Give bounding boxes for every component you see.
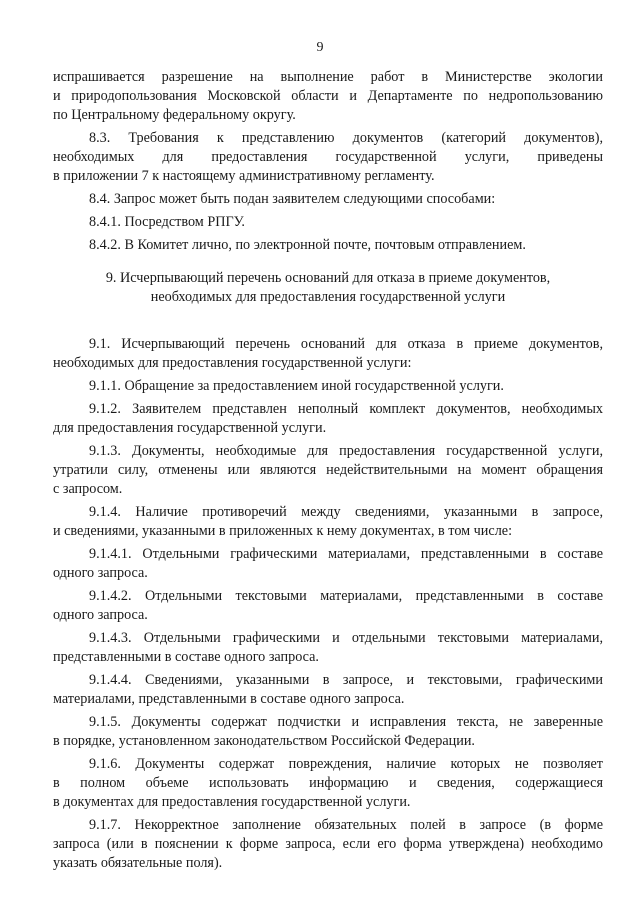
paragraph xyxy=(53,68,603,125)
paragraph xyxy=(53,503,603,541)
paragraph xyxy=(53,816,603,873)
paragraph-line: одного запроса. xyxy=(53,565,148,581)
document-body xyxy=(53,68,603,877)
paragraph-line: 8.4. Запрос может быть подан заявителем следующими способами: xyxy=(89,191,496,207)
paragraph-line: 9.1.5. Документы содержат подчистки и исправления текста, не заверенные xyxy=(89,714,603,730)
paragraph xyxy=(53,755,603,812)
section-9-body xyxy=(53,335,603,873)
paragraph-line: утратили силу, отменены или являются недействительными на момент обращения xyxy=(53,462,603,478)
paragraph xyxy=(53,545,603,583)
paragraph-line: 9.1.4.3. Отдельными графическими и отдельными текстовыми материалами, xyxy=(89,630,603,646)
paragraph-line: 9.1. Исчерпывающий перечень оснований для отказа в приеме документов, xyxy=(89,336,603,352)
paragraph-line: с запросом. xyxy=(53,481,123,497)
paragraph-line: 9.1.7. Некорректное заполнение обязательных полей в запросе (в форме xyxy=(89,817,603,833)
paragraph-line: по Центральному федеральному округу. xyxy=(53,107,296,123)
paragraph-line: материалами, представленными в составе одного запроса. xyxy=(53,691,405,707)
paragraph-line: в полном объеме использовать информацию и сведения, содержащиеся xyxy=(53,775,603,791)
paragraph-line: 9.1.4. Наличие противоречий между сведениями, указанными в запросе, xyxy=(89,504,603,520)
paragraph-line: 9.1.3. Документы, необходимые для предоставления государственной услуги, xyxy=(89,443,603,459)
paragraph-line: для предоставления государственной услуги. xyxy=(53,420,327,436)
paragraph-line: запроса (или в пояснении к форме запроса, если его форма утверждена) необходимо xyxy=(53,836,603,852)
paragraph-line: испрашивается разрешение на выполнение работ в Министерстве экологии xyxy=(53,69,603,85)
heading-line-2: необходимых для предоставления государственной услуги xyxy=(150,289,506,305)
paragraph xyxy=(53,335,603,373)
paragraph-line: 8.4.1. Посредством РПГУ. xyxy=(89,214,245,230)
paragraph xyxy=(53,236,603,255)
paragraph xyxy=(53,671,603,709)
paragraph-line: 9.1.4.2. Отдельными текстовыми материалами, представленными в составе xyxy=(89,588,603,604)
paragraph-line: необходимых для предоставления государственной услуги, приведены xyxy=(53,149,603,165)
section-9-heading xyxy=(53,269,603,307)
paragraph xyxy=(53,442,603,499)
paragraph xyxy=(53,129,603,186)
paragraph-line: 9.1.4.1. Отдельными графическими материалами, представленными в составе xyxy=(89,546,603,562)
paragraph-line: и природопользования Московской области и Департаменте по недропользованию xyxy=(53,88,603,104)
paragraph-line: 8.4.2. В Комитет лично, по электронной почте, почтовым отправлением. xyxy=(89,237,526,253)
paragraph-line: 9.1.1. Обращение за предоставлением иной государственной услуги. xyxy=(89,378,504,394)
section-8-continuation xyxy=(53,68,603,255)
paragraph-line: необходимых для предоставления государственной услуги: xyxy=(53,355,412,371)
paragraph-line: 9.1.6. Документы содержат повреждения, наличие которых не позволяет xyxy=(89,756,603,772)
paragraph-line: одного запроса. xyxy=(53,607,148,623)
paragraph-line: в приложении 7 к настоящему административному регламенту. xyxy=(53,168,435,184)
paragraph xyxy=(53,377,603,396)
paragraph-line: 9.1.2. Заявителем представлен неполный комплект документов, необходимых xyxy=(89,401,603,417)
paragraph-line: и сведениями, указанными в приложенных к нему документах, в том числе: xyxy=(53,523,513,539)
paragraph xyxy=(53,629,603,667)
paragraph xyxy=(53,213,603,232)
paragraph-line: в документах для предоставления государственной услуги. xyxy=(53,794,411,810)
paragraph-line: указать обязательные поля). xyxy=(53,855,223,871)
paragraph xyxy=(53,190,603,209)
page-number: 9 xyxy=(316,40,324,55)
paragraph xyxy=(53,400,603,438)
paragraph-line: 9.1.4.4. Сведениями, указанными в запросе, и текстовыми, графическими xyxy=(89,672,603,688)
paragraph-line: 8.3. Требования к представлению документов (категорий документов), xyxy=(89,130,603,146)
paragraph xyxy=(53,713,603,751)
heading-line-1: 9. Исчерпывающий перечень оснований для отказа в приеме документов, xyxy=(105,270,551,286)
paragraph-line: представленными в составе одного запроса. xyxy=(53,649,319,665)
paragraph xyxy=(53,587,603,625)
paragraph-line: в порядке, установленном законодательством Российской Федерации. xyxy=(53,733,475,749)
